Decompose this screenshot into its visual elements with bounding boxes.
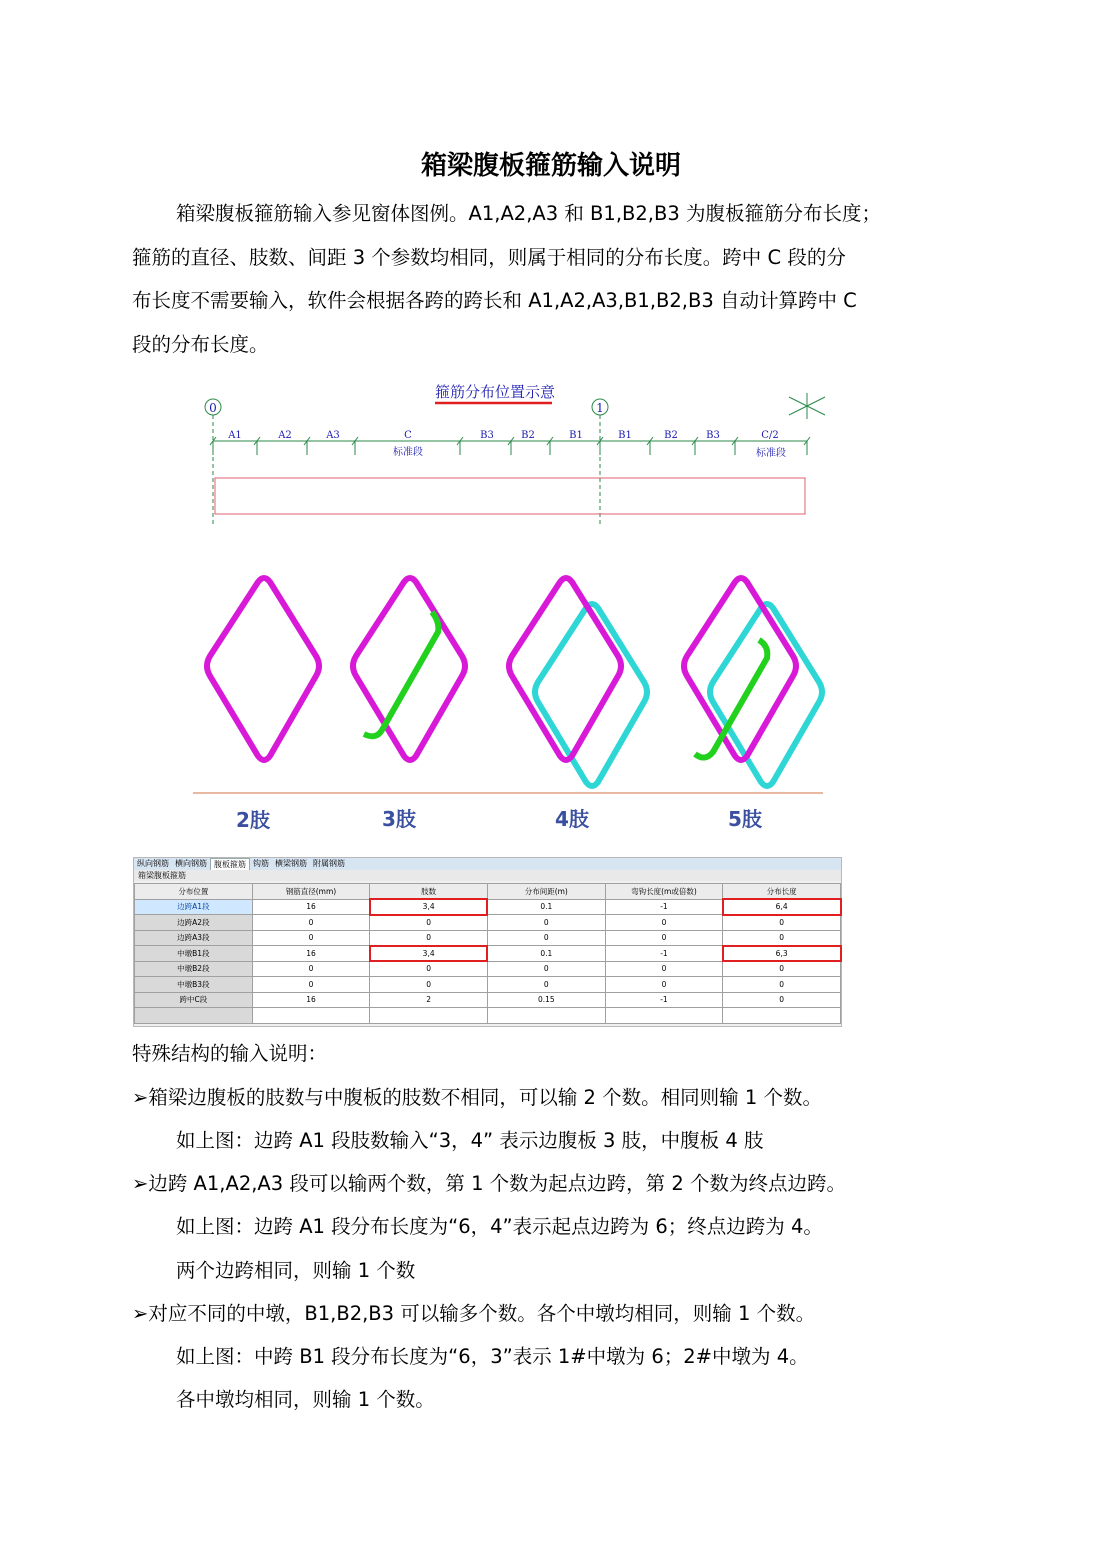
axis-1-label: 1 [596, 401, 604, 415]
table-cell[interactable]: 0 [252, 961, 370, 977]
table-cell[interactable]: 0 [252, 915, 370, 931]
table-cell[interactable]: 6,3 [723, 946, 841, 962]
tab-web-stirrup[interactable]: 腹板箍筋 [210, 858, 250, 871]
table-cell[interactable]: 0 [723, 961, 841, 977]
tab-hook[interactable]: 钩筋 [253, 859, 269, 868]
col-header: 分布位置 [135, 884, 253, 900]
table-row [135, 899, 841, 915]
row-position-cell[interactable]: 跨中C段 [135, 992, 253, 1008]
seg-label-a1: A1 [228, 430, 242, 441]
table-row [135, 961, 841, 977]
table-cell[interactable]: 0 [605, 977, 723, 993]
table-cell[interactable]: 0 [723, 977, 841, 993]
row-position-cell[interactable]: 边跨A2段 [135, 915, 253, 931]
dimension-ticks [210, 437, 810, 455]
table-cell[interactable] [723, 1008, 841, 1024]
bullet-side-span-example: 如上图：边跨 A1 段分布长度为“6，4”表示起点边跨为 6；终点边跨为 4。 [176, 1215, 823, 1238]
table-cell[interactable]: 0 [605, 930, 723, 946]
stirrup-table [134, 883, 841, 1024]
seg-label-b3-right: B3 [706, 430, 720, 441]
page-title: 箱梁腹板箍筋输入说明 [420, 151, 681, 181]
seg-label-a2: A2 [278, 430, 292, 441]
table-cell[interactable]: 0 [487, 915, 605, 931]
row-position-cell[interactable]: 中墩B3段 [135, 977, 253, 993]
table-cell[interactable]: 0 [723, 992, 841, 1008]
table-cell[interactable]: 6,4 [723, 899, 841, 915]
seg-label-b1-right: B1 [618, 430, 632, 441]
table-header-row [135, 884, 841, 900]
stirrup-5-legs [684, 578, 822, 786]
tab-attached[interactable]: 附属钢筋 [313, 859, 345, 868]
table-cell[interactable]: 0 [723, 915, 841, 931]
diagram-title: 箍筋分布位置示意 [434, 383, 556, 401]
bullet-legs: ➢箱梁边腹板的肢数与中腹板的肢数不相同，可以输 2 个数。相同则输 1 个数。 [132, 1086, 822, 1109]
bullet-legs-example: 如上图：边跨 A1 段肢数输入“3，4” 表示边腹板 3 肢，中腹板 4 肢 [176, 1129, 764, 1152]
label-3-legs: 3肢 [382, 807, 416, 831]
bullet-middle-pier: ➢对应不同的中墩，B1,B2,B3 可以输多个数。各个中墩均相同，则输 1 个数。 [132, 1302, 816, 1325]
break-symbol [789, 393, 825, 419]
section-label: 箱梁腹板箍筋 [134, 870, 841, 881]
table-cell[interactable]: 16 [252, 992, 370, 1008]
row-position-cell[interactable]: 边跨A1段 [135, 899, 253, 915]
special-heading: 特殊结构的输入说明： [132, 1042, 328, 1065]
col-header: 分布长度 [723, 884, 841, 900]
table-cell[interactable]: 0 [487, 930, 605, 946]
std-segment-label-right: 标准段 [756, 448, 786, 459]
tab-longitudinal[interactable]: 纵向钢筋 [137, 859, 169, 868]
table-cell[interactable] [605, 1008, 723, 1024]
table-row [135, 946, 841, 962]
table-row [135, 992, 841, 1008]
row-position-cell[interactable] [135, 1008, 253, 1024]
stirrup-input-window [133, 857, 842, 1027]
seg-label-c: C [404, 430, 412, 441]
table-cell[interactable] [252, 1008, 370, 1024]
table-cell[interactable]: 0.1 [487, 899, 605, 915]
intro-line: 箱梁腹板箍筋输入参见窗体图例。A1,A2,A3 和 B1,B2,B3 为腹板箍筋分布长度； [176, 202, 881, 225]
table-cell[interactable]: -1 [605, 899, 723, 915]
tab-bar [134, 858, 841, 870]
table-row [135, 930, 841, 946]
axis-0-label: 0 [209, 401, 217, 415]
table-cell[interactable]: 3,4 [370, 899, 488, 915]
table-cell[interactable] [370, 1008, 488, 1024]
stirrup-3-legs [353, 578, 465, 760]
label-2-legs: 2肢 [236, 808, 270, 832]
seg-label-b2-right: B2 [664, 430, 678, 441]
table-cell[interactable]: 0 [370, 961, 488, 977]
table-row [135, 915, 841, 931]
row-position-cell[interactable]: 边跨A3段 [135, 930, 253, 946]
seg-label-b1: B1 [569, 430, 583, 441]
distribution-diagram [195, 375, 835, 535]
seg-label-b2: B2 [521, 430, 535, 441]
table-row [135, 1008, 841, 1024]
table-cell[interactable]: 3,4 [370, 946, 488, 962]
bullet-middle-pier-note: 各中墩均相同，则输 1 个数。 [176, 1388, 435, 1411]
stirrup-2-legs [207, 578, 319, 760]
bullet-side-span: ➢边跨 A1,A2,A3 段可以输两个数，第 1 个数为起点边跨，第 2 个数为终点边跨。 [132, 1172, 846, 1195]
row-position-cell[interactable]: 中墩B2段 [135, 961, 253, 977]
stirrup-4-legs [509, 578, 647, 786]
tab-crossbeam[interactable]: 横梁钢筋 [275, 859, 307, 868]
table-cell[interactable]: 0 [723, 930, 841, 946]
tab-transverse[interactable]: 横向钢筋 [175, 859, 207, 868]
table-cell[interactable]: 0 [487, 961, 605, 977]
table-cell[interactable]: 0.15 [487, 992, 605, 1008]
table-cell[interactable]: 0 [487, 977, 605, 993]
seg-label-a3: A3 [326, 430, 340, 441]
label-4-legs: 4肢 [555, 807, 589, 831]
intro-line: 段的分布长度。 [132, 332, 269, 356]
table-cell[interactable]: 2 [370, 992, 488, 1008]
label-5-legs: 5肢 [728, 807, 762, 831]
table-cell[interactable]: 0 [370, 977, 488, 993]
table-row [135, 977, 841, 993]
col-header: 分布间距(m) [487, 884, 605, 900]
beam-outline [215, 478, 805, 514]
seg-label-b3: B3 [480, 430, 494, 441]
bullet-middle-pier-example: 如上图：中跨 B1 段分布长度为“6，3”表示 1#中墩为 6；2#中墩为 4。 [176, 1345, 809, 1368]
bullet-side-span-note: 两个边跨相同，则输 1 个数 [176, 1259, 416, 1282]
intro-paragraph [132, 192, 952, 366]
table-cell[interactable]: -1 [605, 946, 723, 962]
table-cell[interactable]: 16 [252, 899, 370, 915]
intro-line: 布长度不需要输入，软件会根据各跨的跨长和 A1,A2,A3,B1,B2,B3 自动计算跨中 C [132, 289, 857, 312]
table-cell[interactable]: 0.1 [487, 946, 605, 962]
table-cell[interactable]: 0 [605, 915, 723, 931]
stirrup-legs-figure [190, 540, 830, 840]
table-cell[interactable]: 0 [252, 930, 370, 946]
table-cell[interactable]: 0 [370, 915, 488, 931]
col-header: 肢数 [370, 884, 488, 900]
row-position-cell[interactable]: 中墩B1段 [135, 946, 253, 962]
table-cell[interactable]: 0 [605, 961, 723, 977]
table-cell[interactable]: -1 [605, 992, 723, 1008]
table-cell[interactable]: 16 [252, 946, 370, 962]
intro-line: 箍筋的直径、肢数、间距 3 个参数均相同，则属于相同的分布长度。跨中 C 段的分 [132, 245, 846, 269]
seg-label-c-half: C/2 [761, 430, 779, 441]
table-cell[interactable]: 0 [370, 930, 488, 946]
std-segment-label: 标准段 [393, 447, 423, 458]
table-cell[interactable] [487, 1008, 605, 1024]
col-header: 弯钩长度(m或倍数) [605, 884, 723, 900]
table-cell[interactable]: 0 [252, 977, 370, 993]
col-header: 钢筋直径(mm) [252, 884, 370, 900]
